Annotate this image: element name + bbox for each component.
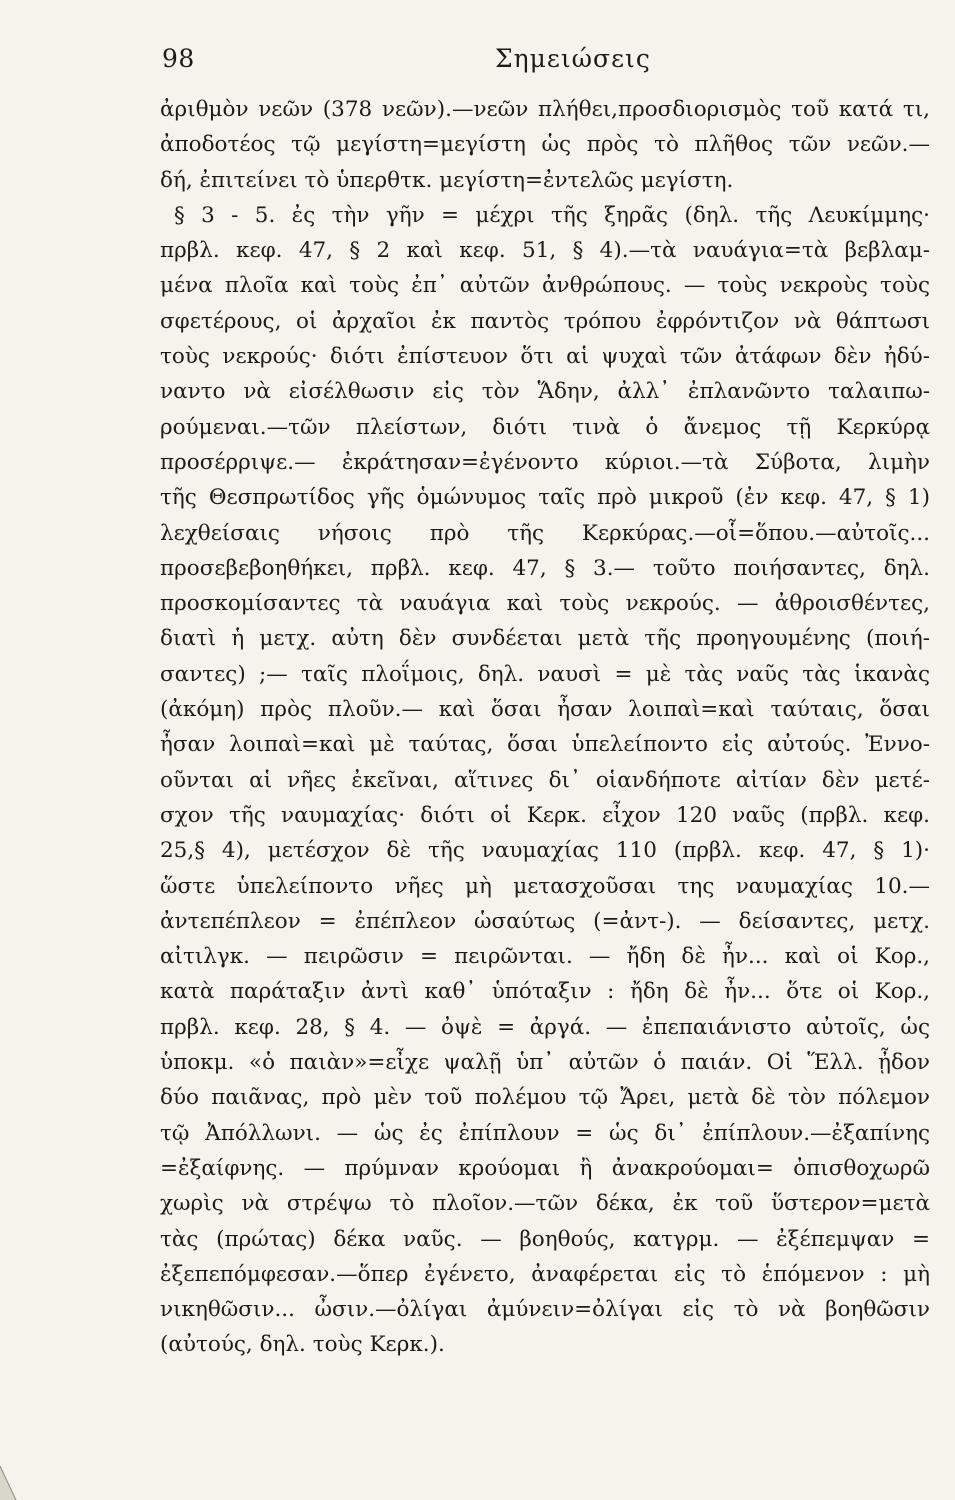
- text-line: ἀριθμὸν νεῶν (378 νεῶν).—νεῶν πλήθει,προσδιορισμὸς τοῦ κατά τι,: [160, 97, 930, 122]
- text-line: νικηθῶσιν... ὦσιν.—ὀλίγαι ἀμύνειν=ὀλίγαι εἰς τὸ νὰ βοηθῶσιν: [160, 1297, 930, 1323]
- text-line: διατὶ ἡ μετχ. αὐτη δὲν συνδέεται μετὰ τῆς προηγουμένης (ποιή-: [160, 626, 930, 652]
- text-line: αἰτιλγκ. — πειρῶσιν = πειρῶνται. — ἤδη δὲ ἦν... καὶ οἱ Κορ.,: [160, 944, 930, 970]
- text-line: τῆς Θεσπρωτίδος γῆς ὁμώνυμος ταῖς πρὸ μικροῦ (ἐν κεφ. 47, § 1): [160, 485, 930, 511]
- text-line: προσκομίσαντες τὰ ναυάγια καὶ τοὺς νεκρούς. — ἀθροισθέντες,: [160, 591, 930, 617]
- text-line: τὰς (πρώτας) δέκα ναῦς. — βοηθούς, κατγρμ. — ἐξέπεμψαν =: [160, 1226, 930, 1252]
- text-line: ρούμεναι.—τῶν πλείστων, διότι τινὰ ὁ ἄνεμος τῇ Κερκύρᾳ: [160, 414, 930, 440]
- text-line: σφετέρους, οἱ ἀρχαῖοι ἐκ παντὸς τρόπου ἐφρόντιζον νὰ θάπτωσι: [160, 308, 930, 334]
- text-line: πρβλ. κεφ. 47, § 2 καὶ κεφ. 51, § 4).—τὰ ναυάγια=τὰ βεβλαμ-: [160, 238, 930, 264]
- text-line: πρβλ. κεφ. 28, § 4. — ὀψὲ = ἀργά. — ἐπεπαιάνιστο αὐτοῖς, ὡς: [160, 1014, 930, 1040]
- text-line: ὑποκμ. «ὁ παιὰν»=εἶχε ψαλῇ ὑπ᾽ αὐτῶν ὁ παιάν. Οἱ Ἕλλ. ᾖδον: [160, 1050, 930, 1076]
- text-line: χωρὶς νὰ στρέψω τὸ πλοῖον.—τῶν δέκα, ἐκ τοῦ ὕστερον=μετὰ: [160, 1191, 930, 1217]
- text-line: προσέρριψε.— ἐκράτησαν=ἐγένοντο κύριοι.—τὰ Σύβοτα, λιμὴν: [160, 449, 930, 475]
- notes-body: [160, 92, 930, 1363]
- text-line: λεχθείσαις νήσοις πρὸ τῆς Κερκύρας.—οἷ=ὅπου.—αὐτοῖς...: [160, 520, 930, 546]
- text-line: 25,§ 4), μετέσχον δὲ τῆς ναυμαχίας 110 (πρβλ. κεφ. 47, § 1)·: [160, 838, 930, 864]
- text-line: τοὺς νεκρούς· διότι ἐπίστευον ὅτι αἱ ψυχαὶ τῶν ἀτάφων δὲν ἠδύ-: [160, 344, 930, 370]
- scan-corner-mark: [0, 1466, 18, 1500]
- text-line: μένα πλοῖα καὶ τοὺς ἐπ᾽ αὐτῶν ἀνθρώπους. — τοὺς νεκροὺς τοὺς: [160, 273, 930, 299]
- text-line: § 3 - 5. ἐς τὴν γῆν = μέχρι τῆς ξηρᾶς (δηλ. τῆς Λευκίμμης·: [174, 202, 930, 228]
- running-title: Σημειώσεις: [495, 44, 651, 73]
- text-line: οῦνται αἱ νῆες ἐκεῖναι, αἵτινες δι᾽ οἱανδήποτε αἰτίαν δὲν μετέ-: [160, 767, 930, 793]
- page-number: 98: [162, 44, 195, 73]
- text-line: κατὰ παράταξιν ἀντὶ καθ᾽ ὑπόταξιν : ἤδη δὲ ἦν... ὅτε οἱ Κορ.,: [160, 979, 930, 1005]
- text-line: =ἐξαίφνης. — πρύμναν κρούομαι ἢ ἀνακρούομαι= ὀπισθοχωρῶ: [160, 1155, 930, 1181]
- text-line: ἐξεπεπόμφεσαν.—ὅπερ ἐγένετο, ἀναφέρεται εἰς τὸ ἑπόμενον : μὴ: [160, 1261, 930, 1287]
- text-line: ἀντεπέπλεον = ἐπέπλεον ὡσαύτως (=ἀντ-). — δείσαντες, μετχ.: [160, 908, 930, 934]
- page-header: [160, 44, 930, 84]
- text-line: (αὐτούς, δηλ. τοὺς Κερκ.).: [160, 1332, 445, 1358]
- text-line: ἦσαν λοιπαὶ=καὶ μὲ ταύτας, ὅσαι ὑπελείποντο εἰς αὐτούς. Ἐννο-: [160, 732, 930, 758]
- text-line: σαντες) ;— ταῖς πλοΐμοις, δηλ. ναυσὶ = μὲ τὰς ναῦς τὰς ἱκανὰς: [160, 661, 930, 687]
- text-line: (ἀκόμη) πρὸς πλοῦν.— καὶ ὅσαι ἦσαν λοιπαὶ=καὶ ταύταις, ὅσαι: [160, 697, 930, 723]
- text-line: ὥστε ὑπελείποντο νῆες μὴ μετασχοῦσαι της ναυμαχίας 10.—: [160, 873, 930, 899]
- text-line: δή, ἐπιτείνει τὸ ὑπερθτκ. μεγίστη=ἐντελῶς μεγίστη.: [160, 167, 734, 193]
- text-line: ἀποδοτέος τῷ μεγίστη=μεγίστη ὡς πρὸς τὸ πλῆθος τῶν νεῶν.—: [160, 132, 930, 158]
- text-line: προσεβεβοηθήκει, πρβλ. κεφ. 47, § 3.— τοῦτο ποιήσαντες, δηλ.: [160, 555, 930, 581]
- text-line: δύο παιᾶνας, πρὸ μὲν τοῦ πολέμου τῷ Ἄρει, μετὰ δὲ τὸν πόλεμον: [160, 1085, 930, 1111]
- text-line: ναντο νὰ εἰσέλθωσιν εἰς τὸν Ἅδην, ἀλλ᾽ ἐπλανῶντο ταλαιπω-: [160, 379, 930, 405]
- text-line: σχον τῆς ναυμαχίας· διότι οἱ Κερκ. εἶχον 120 ναῦς (πρβλ. κεφ.: [160, 802, 930, 828]
- text-line: τῷ Ἀπόλλωνι. — ὡς ἐς ἐπίπλουν = ὡς δι᾽ ἐπίπλουν.—ἐξαπίνης: [160, 1120, 930, 1146]
